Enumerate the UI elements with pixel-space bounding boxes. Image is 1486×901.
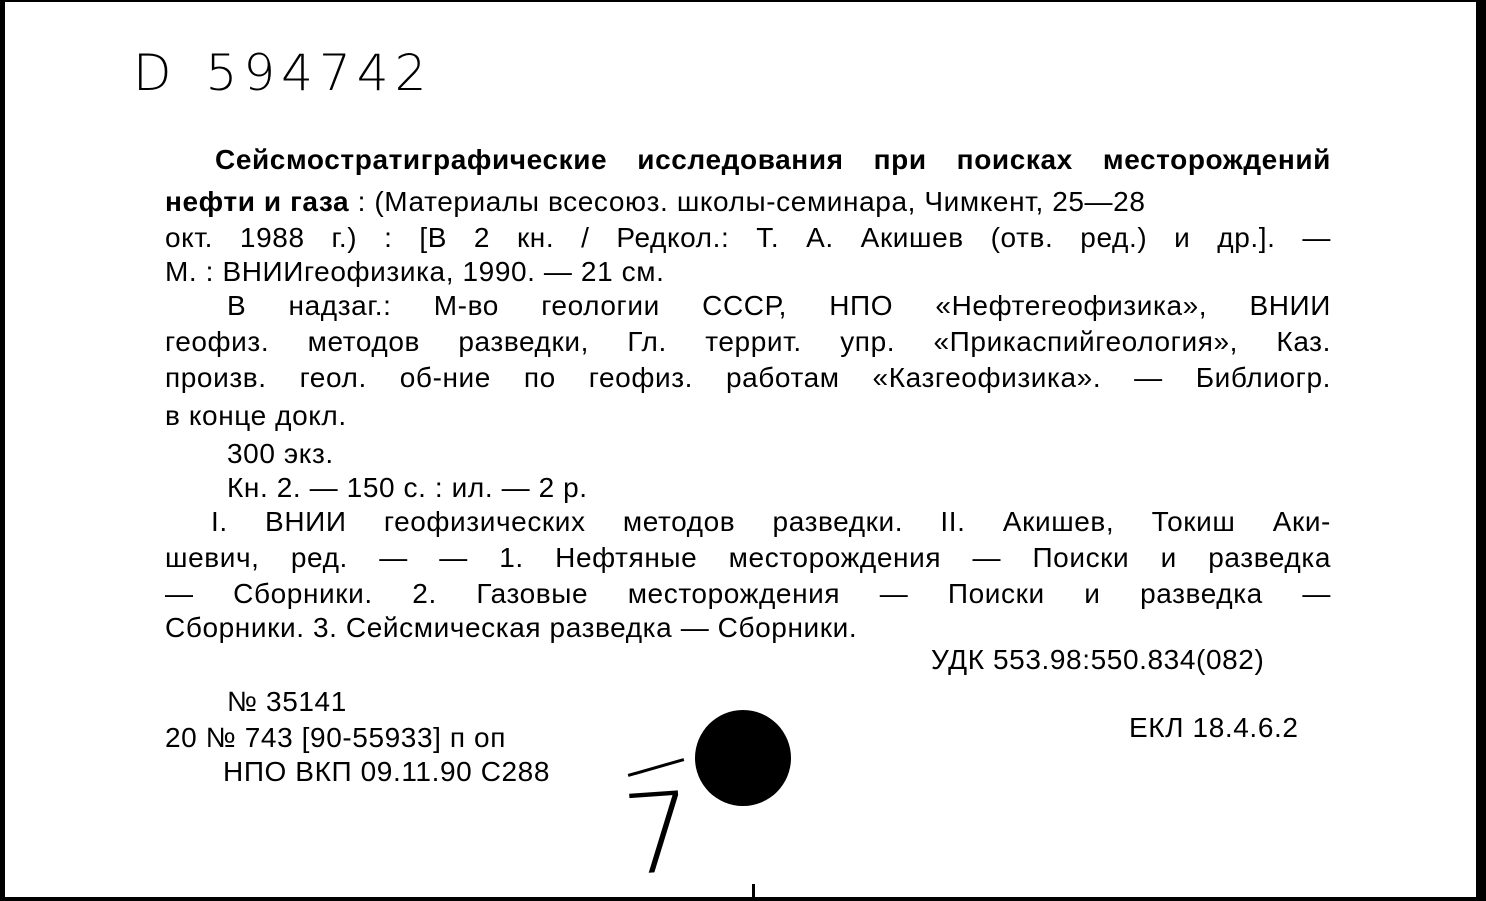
tracing-line-1: I. ВНИИ геофизических методов разведки. II. Акишев, Токиш Аки- xyxy=(211,506,1331,537)
handwritten-id-prefix: D xyxy=(133,44,178,102)
handwritten-id-number: 594742 xyxy=(205,44,433,102)
ekl-code: ЕКЛ 18.4.6.2 xyxy=(1129,712,1299,743)
description-line-3: окт. 1988 г.) : [В 2 кн. / Редкол.: Т. А. Акишев (отв. ред.) и др.]. — xyxy=(165,222,1331,253)
title-continuation: нефти и газа xyxy=(165,186,350,217)
note-line-2: геофиз. методов разведки, Гл. террит. упр. «Прикаспийгеология», Каз. xyxy=(165,326,1331,357)
materials-note: : (Материалы всесоюз. школы-семинара, Чимкент, 25—28 xyxy=(357,186,1146,217)
title-line-2 xyxy=(165,186,1331,218)
printer-line: НПО ВКП 09.11.90 С288 xyxy=(223,756,551,787)
bottom-tick-mark xyxy=(752,884,755,898)
note-line-4: в конце докл. xyxy=(165,400,347,431)
note-line-1: В надзаг.: М-во геологии СССР, НПО «Нефтегеофизика», ВНИИ xyxy=(227,290,1331,321)
handwritten-digit: 7 xyxy=(618,767,698,901)
tracing-line-3: — Сборники. 2. Газовые месторождения — Поиски и разведка — xyxy=(165,578,1331,609)
card-number: № 35141 xyxy=(227,686,347,717)
udk-code: УДК 553.98:550.834(082) xyxy=(931,644,1265,675)
card-top-edge xyxy=(5,0,1486,2)
order-line: 20 № 743 [90-55933] п оп xyxy=(165,722,506,753)
tracing-line-4: Сборники. 3. Сейсмическая разведка — Сборники. xyxy=(165,612,858,643)
imprint-line: М. : ВНИИгеофизика, 1990. — 21 см. xyxy=(165,256,665,287)
volume-line: Кн. 2. — 150 с. : ил. — 2 р. xyxy=(227,472,588,503)
title-line-1: Сейсмостратиграфические исследования при поисках месторождений xyxy=(215,144,1331,175)
black-dot-mark xyxy=(695,710,791,806)
note-line-3: произв. геол. об-ние по геофиз. работам «Казгеофизика». — Библиогр. xyxy=(165,362,1331,393)
copies-line: 300 экз. xyxy=(227,438,334,469)
tracing-line-2: шевич, ред. — — 1. Нефтяные месторождения — Поиски и разведка xyxy=(165,542,1331,573)
handwritten-catalog-id xyxy=(133,44,432,102)
